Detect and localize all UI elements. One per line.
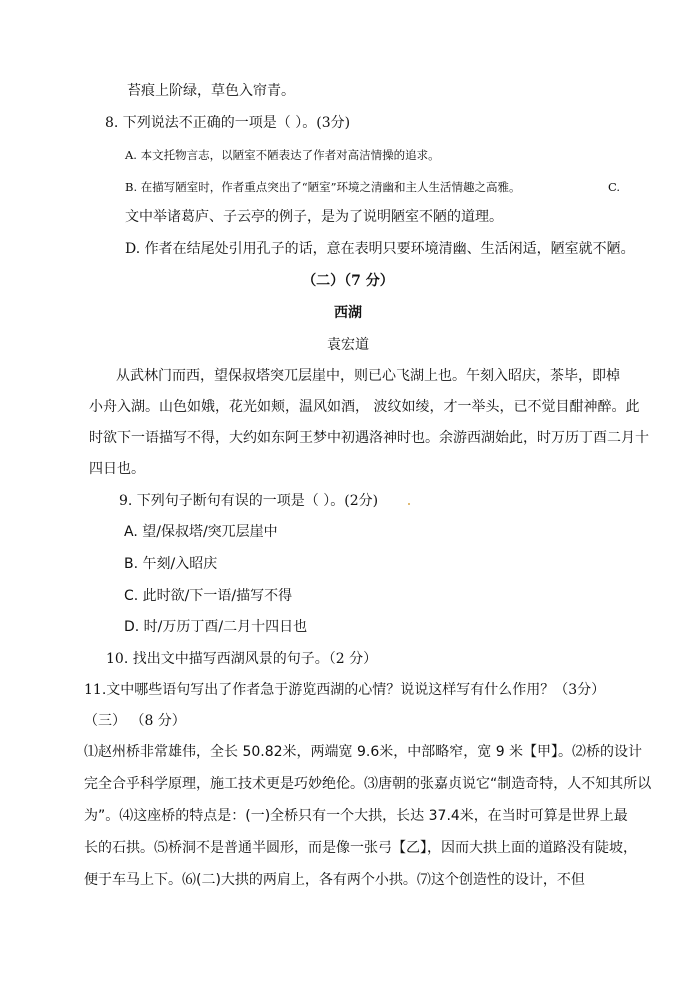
passage-line: 便于车马上下。⑹(二)大拱的两肩上，各有两个小拱。⑺这个创造性的设计，不但 bbox=[84, 872, 585, 888]
section-2-heading: （二）（7 分） bbox=[302, 273, 394, 289]
passage-line: 时欲下一语描写不得，大约如东阿王梦中初遇洛神时也。余游西湖始此，时万历丁酉二月十 bbox=[89, 430, 649, 446]
question-9-option: B. 午刻/入昭庆 bbox=[124, 556, 218, 572]
poem-line: 苔痕上阶绿，草色入帘青。 bbox=[127, 83, 295, 99]
question-8-option-c-mark: C. bbox=[608, 180, 621, 194]
passage-line: 为”。⑷这座桥的特点是：(一)全桥只有一个大拱，长达 37.4米，在当时可算是世界上最 bbox=[84, 808, 628, 824]
question-8-stem: 8. 下列说法不正确的一项是（ ）。(3分) bbox=[105, 115, 351, 131]
passage-author: 袁宏道 bbox=[327, 337, 369, 353]
question-9-stem: 9. 下列句子断句有误的一项是（ ）。(2分) bbox=[119, 493, 379, 509]
passage-line: ⑴赵州桥非常雄伟，全长 50.82米，两端宽 9.6米，中部略窄，宽 9 米【甲】。⑵桥的设计 bbox=[84, 744, 643, 760]
question-8-option-c-text: 文中举诸葛庐、子云亭的例子，是为了说明陋室不陋的道理。 bbox=[125, 209, 503, 225]
passage-title: 西湖 bbox=[334, 305, 362, 321]
question-9-option: C. 此时欲/下一语/描写不得 bbox=[124, 588, 293, 604]
question-11: 11.文中哪些语句写出了作者急于游览西湖的心情？说说这样写有什么作用？（3分） bbox=[84, 682, 606, 698]
stray-mark bbox=[408, 503, 410, 505]
question-9-option: D. 时/万历丁酉/二月十四日也 bbox=[124, 619, 308, 635]
question-10: 10. 找出文中描写西湖风景的句子。（2 分） bbox=[106, 651, 378, 667]
question-8-option-a: A. 本文托物言志，以陋室不陋表达了作者对高洁情操的追求。 bbox=[125, 148, 440, 162]
passage-line: 完全合乎科学原理，施工技术更是巧妙绝伦。⑶唐朝的张嘉贞说它“制造奇特，人不知其所以 bbox=[84, 776, 652, 792]
passage-line: 四日也。 bbox=[89, 461, 145, 477]
question-8-option-d: D. 作者在结尾处引用孔子的话，意在表明只要环境清幽、生活闲适，陋室就不陋。 bbox=[125, 241, 635, 257]
passage-line: 长的石拱。⑸桥洞不是普通半圆形，而是像一张弓【乙】，因而大拱上面的道路没有陡坡， bbox=[84, 840, 637, 856]
section-3-heading: （三） （8 分） bbox=[84, 713, 186, 729]
question-9-option: A. 望/保叔塔/突兀层崖中 bbox=[124, 524, 278, 540]
passage-line: 小舟入湖。山色如娥，花光如颊，温风如酒， 波纹如绫，才一举头，已不觉目酣神醉。此 bbox=[89, 399, 640, 415]
question-8-option-b: B. 在描写陋室时，作者重点突出了“陋室”环境之清幽和主人生活情趣之高雅。 bbox=[125, 180, 521, 194]
passage-line: 从武林门而西，望保叔塔突兀层崖中，则已心飞湖上也。午刻入昭庆，茶毕，即棹 bbox=[116, 368, 620, 384]
